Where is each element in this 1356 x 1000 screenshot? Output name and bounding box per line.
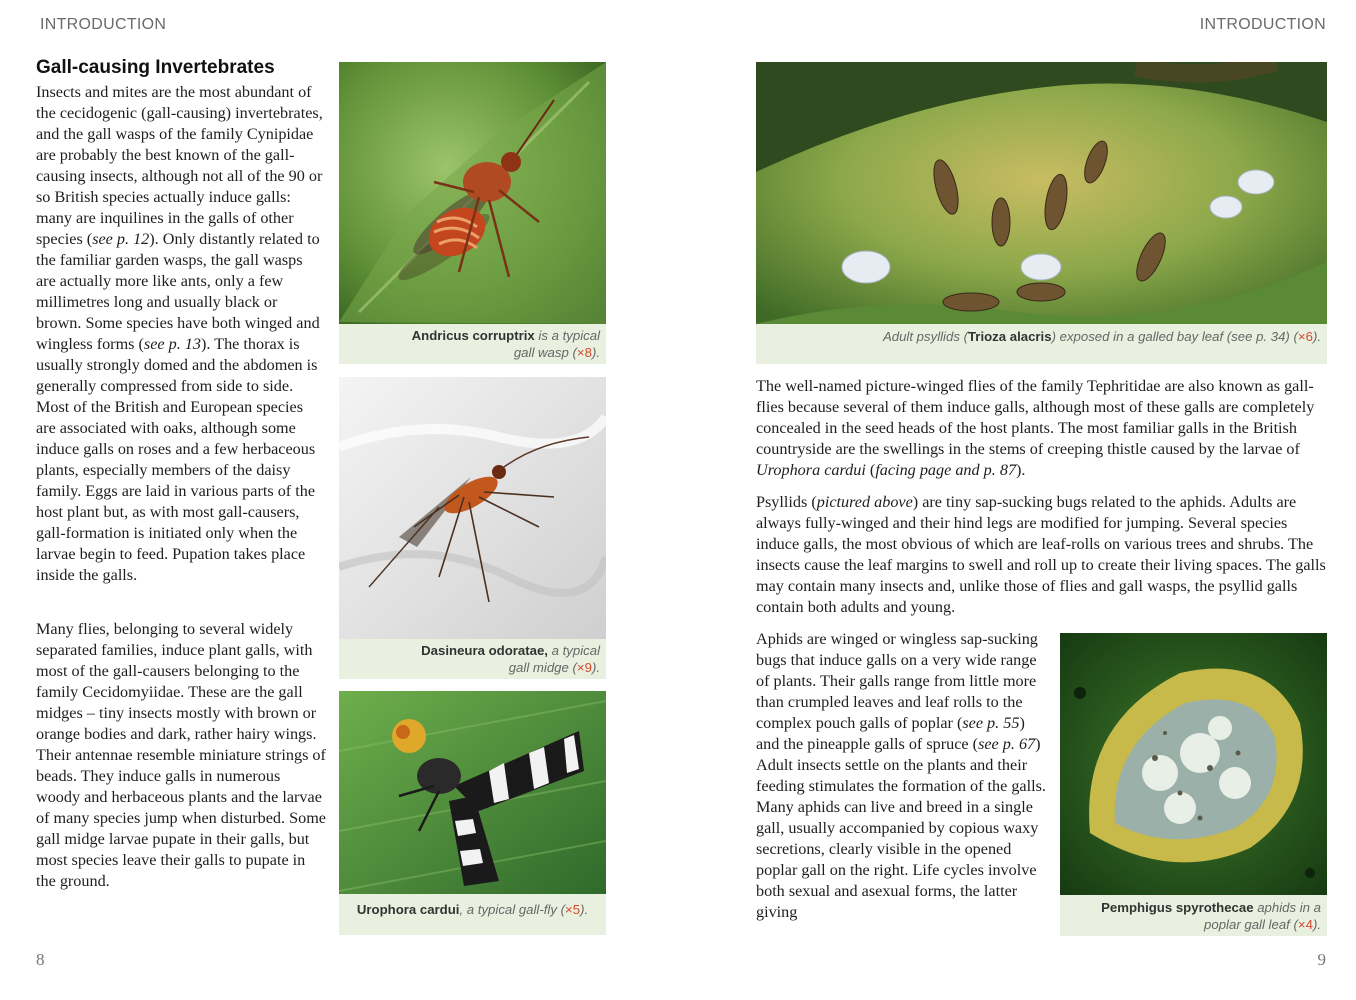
text-run: ). The thorax is usually strongly domed and the abdomen is generally compressed from side to side. Most of the British and European species are associated with oaks, although some induce galls on roses and a few herbaceous plants, especially members of the daisy family. Eggs are laid in various parts of the host plant but, as with most gall-causers, gall-formation is initiated only when the larvae begin to feed. Pupation takes place inside the galls. bbox=[36, 335, 318, 584]
species-name: Trioza alacris bbox=[967, 329, 1052, 344]
text-run: ) are tiny sap-sucking bugs related to the aphids. Adults are always fully-winged and their hind legs are modified for jumping. Several species induce galls, the most obvious of which are leaf-rolls on various trees and shrubs. The insects cause the leaf margins to swell and roll up to create their living spaces. The galls may contain many insects and, unlike those of flies and gall wasps, the psyllid galls contain both adults and young. bbox=[756, 493, 1326, 616]
photo-poplar-gall bbox=[1060, 633, 1327, 895]
text-run: Aphids are winged or wingless sap-sucking bugs that induce galls on a very wide range of plants. Their galls range from little more than crumpled leaves and leaf rolls to the complex pouch galls of poplar ( bbox=[756, 630, 1038, 732]
caption-text: is a typical bbox=[534, 328, 600, 343]
magnification: ×6 bbox=[1297, 329, 1313, 344]
text-run: Insects and mites are the most abundant of the cecidogenic (gall-causing) invertebrates, and the gall wasps of the family Cynipidae are probably the best known of the gall-causing insects, although not all of the 90 or so British species actually induce galls: many are inquilines in the galls of other species ( bbox=[36, 83, 323, 248]
text-run: ). Only distantly related to the familiar garden wasps, the gall wasps are actually more like ants, only a few millimetres long and usually black or brown. Some species have both winged and wingless forms ( bbox=[36, 230, 320, 353]
caption-text: ). bbox=[1312, 917, 1321, 932]
caption-text: gall midge ( bbox=[508, 660, 577, 675]
photo-gall-midge bbox=[339, 377, 606, 639]
caption-text: poplar gall leaf ( bbox=[1204, 917, 1298, 932]
caption-text: a typical bbox=[547, 643, 600, 658]
species-name: Dasineura odoratae, bbox=[421, 643, 548, 658]
magnification: ×4 bbox=[1297, 917, 1313, 932]
section-heading: Gall-causing Invertebrates bbox=[36, 57, 275, 78]
paragraph-aphids bbox=[756, 629, 1046, 923]
species-name: Pemphigus spyrothecae bbox=[1101, 900, 1254, 915]
caption-psyllids bbox=[762, 328, 1321, 345]
page-reference: facing page and p. 87 bbox=[875, 461, 1017, 479]
species-name: Urophora cardui bbox=[756, 461, 866, 479]
page-reference: see p. 67 bbox=[978, 735, 1036, 753]
page-number-right: 9 bbox=[1317, 950, 1326, 969]
text-run: Psyllids ( bbox=[756, 493, 817, 511]
paragraph-tephritidae bbox=[756, 376, 1327, 481]
paragraph-gall-wasps bbox=[36, 82, 326, 586]
figure-psyllids bbox=[756, 62, 1327, 364]
running-head-right: INTRODUCTION bbox=[1199, 16, 1326, 33]
caption-text: ). bbox=[1312, 329, 1321, 344]
figure-gall-wasp bbox=[339, 62, 606, 364]
caption-poplar-gall bbox=[1066, 899, 1321, 933]
text-run: ) Adult insects settle on the plants and their feeding stimulates the formation of the galls. Many aphids can live and breed in a single gall, usually accompanied by copious waxy secretions, clearly visible in the opened poplar gall on the right. Life cycles involve both sexual and asexual forms, the latter giving bbox=[756, 735, 1046, 921]
paragraph-gall-midges: Many flies, belonging to several widely separated families, induce plant galls, with most of the gall-causers belonging to the family Cecidomyiidae. These are the gall midges – tiny insects mostly with brown or orange bodies and dark, rather hairy wings. Their antennae resemble miniature strings of beads. They induce galls in numerous woody and herbaceous plants and the larvae of many species jump when disturbed. Some gall midge larvae pupate in their galls, but most species leave their galls to pupate in the ground. bbox=[36, 620, 326, 890]
caption-text: ). bbox=[591, 660, 600, 675]
photo-psyllids bbox=[756, 62, 1327, 324]
running-head-left: INTRODUCTION bbox=[40, 16, 167, 33]
caption-gall-fly bbox=[345, 901, 600, 918]
page-reference: see p. 55 bbox=[962, 714, 1020, 732]
magnification: ×8 bbox=[576, 345, 592, 360]
page-reference: see p. 13 bbox=[143, 335, 201, 353]
figure-poplar-gall bbox=[1060, 633, 1327, 936]
page-reference: see p. 12 bbox=[92, 230, 150, 248]
caption-text: ). bbox=[580, 902, 589, 917]
text-run: ). bbox=[1016, 461, 1026, 479]
caption-text: aphids in a bbox=[1253, 900, 1321, 915]
caption-gall-midge bbox=[345, 642, 600, 676]
figure-gall-midge bbox=[339, 377, 606, 679]
caption-gall-wasp bbox=[345, 327, 600, 361]
caption-text: ). bbox=[591, 345, 600, 360]
page-number-left: 8 bbox=[36, 950, 45, 969]
caption-text: gall wasp ( bbox=[513, 345, 577, 360]
text-run: ) and the pineapple galls of spruce ( bbox=[756, 714, 1025, 753]
page-reference: pictured above bbox=[816, 493, 913, 511]
text-run: ( bbox=[865, 461, 876, 479]
magnification: ×5 bbox=[565, 902, 581, 917]
paragraph-psyllids bbox=[756, 492, 1327, 618]
species-name: Andricus corruptrix bbox=[411, 328, 535, 343]
photo-gall-wasp bbox=[339, 62, 606, 324]
text-run: The well-named picture-winged flies of the family Tephritidae are also known as gall-flies because several of them induce galls, although most of these galls are completely concealed in the seed heads of the host plants. The most familiar galls in the British countryside are the swellings in the stems of creeping thistle caused by the larvae of bbox=[756, 377, 1315, 458]
photo-gall-fly bbox=[339, 691, 606, 894]
caption-text: , a typical gall-fly ( bbox=[459, 902, 566, 917]
figure-gall-fly bbox=[339, 691, 606, 935]
right-page bbox=[678, 0, 1356, 1000]
caption-text: Adult psyllids ( bbox=[882, 329, 968, 344]
species-name: Urophora cardui bbox=[356, 902, 460, 917]
caption-text: ) exposed in a galled bay leaf (see p. 34) ( bbox=[1051, 329, 1298, 344]
magnification: ×9 bbox=[576, 660, 592, 675]
